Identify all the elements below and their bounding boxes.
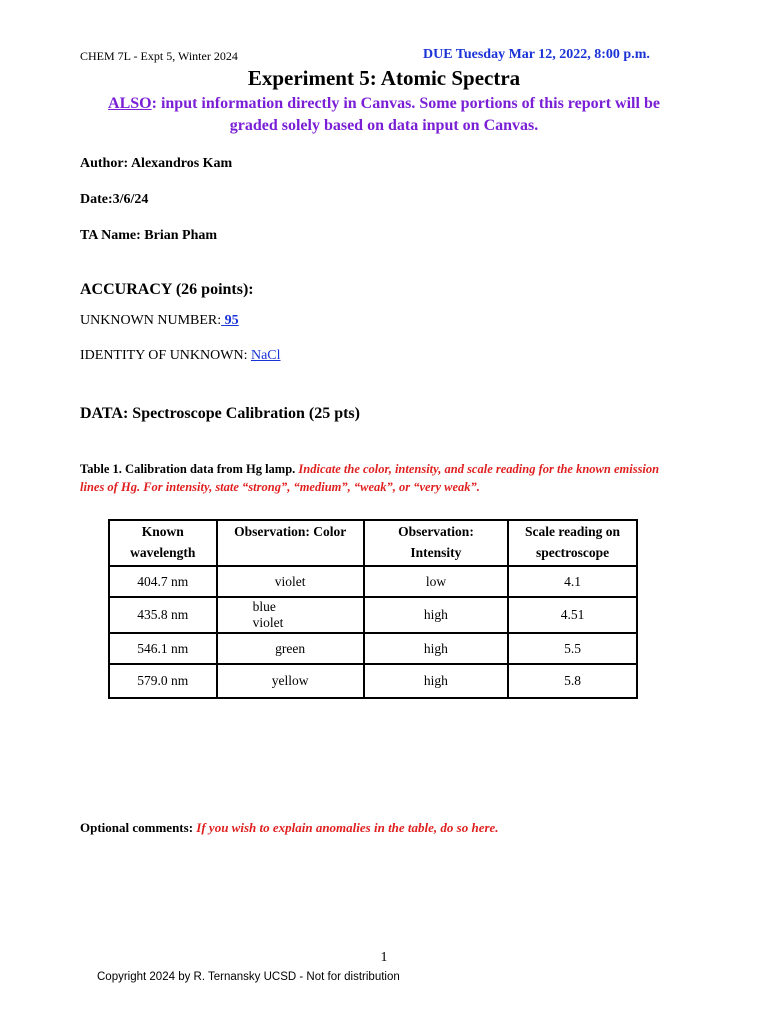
cell-wavelength: 546.1 nm	[109, 633, 217, 664]
optional-comments	[80, 820, 499, 836]
table-caption	[80, 460, 680, 496]
course-header: CHEM 7L - Expt 5, Winter 2024	[80, 49, 238, 63]
cell-wavelength: 435.8 nm	[109, 597, 217, 633]
col-header-color: Observation: Color	[217, 520, 364, 566]
cell-wavelength: 404.7 nm	[109, 566, 217, 597]
unknown-number-label: UNKNOWN NUMBER:	[80, 313, 222, 328]
cell-scale: 4.1	[508, 566, 637, 597]
identity-value: NaCl	[250, 348, 281, 363]
caption-label: Table 1. Calibration data from Hg lamp.	[80, 462, 296, 476]
col-header-scale: Scale reading on spectroscope	[508, 520, 637, 566]
accuracy-heading: ACCURACY (26 points):	[80, 281, 254, 298]
date-field: Date:3/6/24	[80, 192, 149, 207]
identity-label: IDENTITY OF UNKNOWN:	[80, 348, 248, 363]
table-row	[109, 664, 637, 698]
caption-instruction: Indicate the color, intensity, and scale reading for the known emission lines of Hg. For intensity, state “strong”, “medium”, “weak”, or “very weak”.	[80, 462, 660, 494]
unknown-number-row	[80, 313, 239, 329]
notice-line2: graded solely based on data input on Canvas.	[229, 117, 539, 134]
cell-color: yellow	[217, 664, 364, 698]
cell-color: violet	[217, 566, 364, 597]
comments-label: Optional comments:	[80, 820, 194, 835]
identity-row	[80, 348, 281, 364]
notice-line1: : input information directly in Canvas. Some portions of this report will be	[151, 95, 660, 112]
cell-scale: 5.5	[508, 633, 637, 664]
cell-intensity: high	[364, 597, 508, 633]
cell-scale: 4.51	[508, 597, 637, 633]
table-row	[109, 566, 637, 597]
table-header-row	[109, 520, 637, 566]
col-header-wavelength: Known wavelength	[109, 520, 217, 566]
table-row	[109, 597, 637, 633]
cell-intensity: high	[364, 664, 508, 698]
unknown-number-value: 95	[224, 313, 239, 328]
notice-lead: ALSO	[108, 95, 152, 112]
author-field: Author: Alexandros Kam	[80, 156, 233, 171]
table-row	[109, 633, 637, 664]
cell-scale: 5.8	[508, 664, 637, 698]
ta-field: TA Name: Brian Pham	[80, 228, 218, 243]
copyright-notice: Copyright 2024 by R. Ternansky UCSD - Not for distribution	[97, 971, 400, 983]
data-heading: DATA: Spectroscope Calibration (25 pts)	[80, 405, 360, 422]
cell-intensity: low	[364, 566, 508, 597]
due-date: DUE Tuesday Mar 12, 2022, 8:00 p.m.	[423, 47, 650, 62]
comments-instruction: If you wish to explain anomalies in the table, do so here.	[196, 820, 499, 835]
cell-wavelength: 579.0 nm	[109, 664, 217, 698]
cell-color: blue violet	[217, 597, 364, 633]
page-title: Experiment 5: Atomic Spectra	[247, 66, 521, 90]
cell-color: green	[217, 633, 364, 664]
cell-intensity: high	[364, 633, 508, 664]
calibration-table	[108, 519, 638, 699]
col-header-intensity: Observation: Intensity	[364, 520, 508, 566]
canvas-notice	[0, 93, 768, 137]
page-number: 1	[380, 950, 388, 965]
